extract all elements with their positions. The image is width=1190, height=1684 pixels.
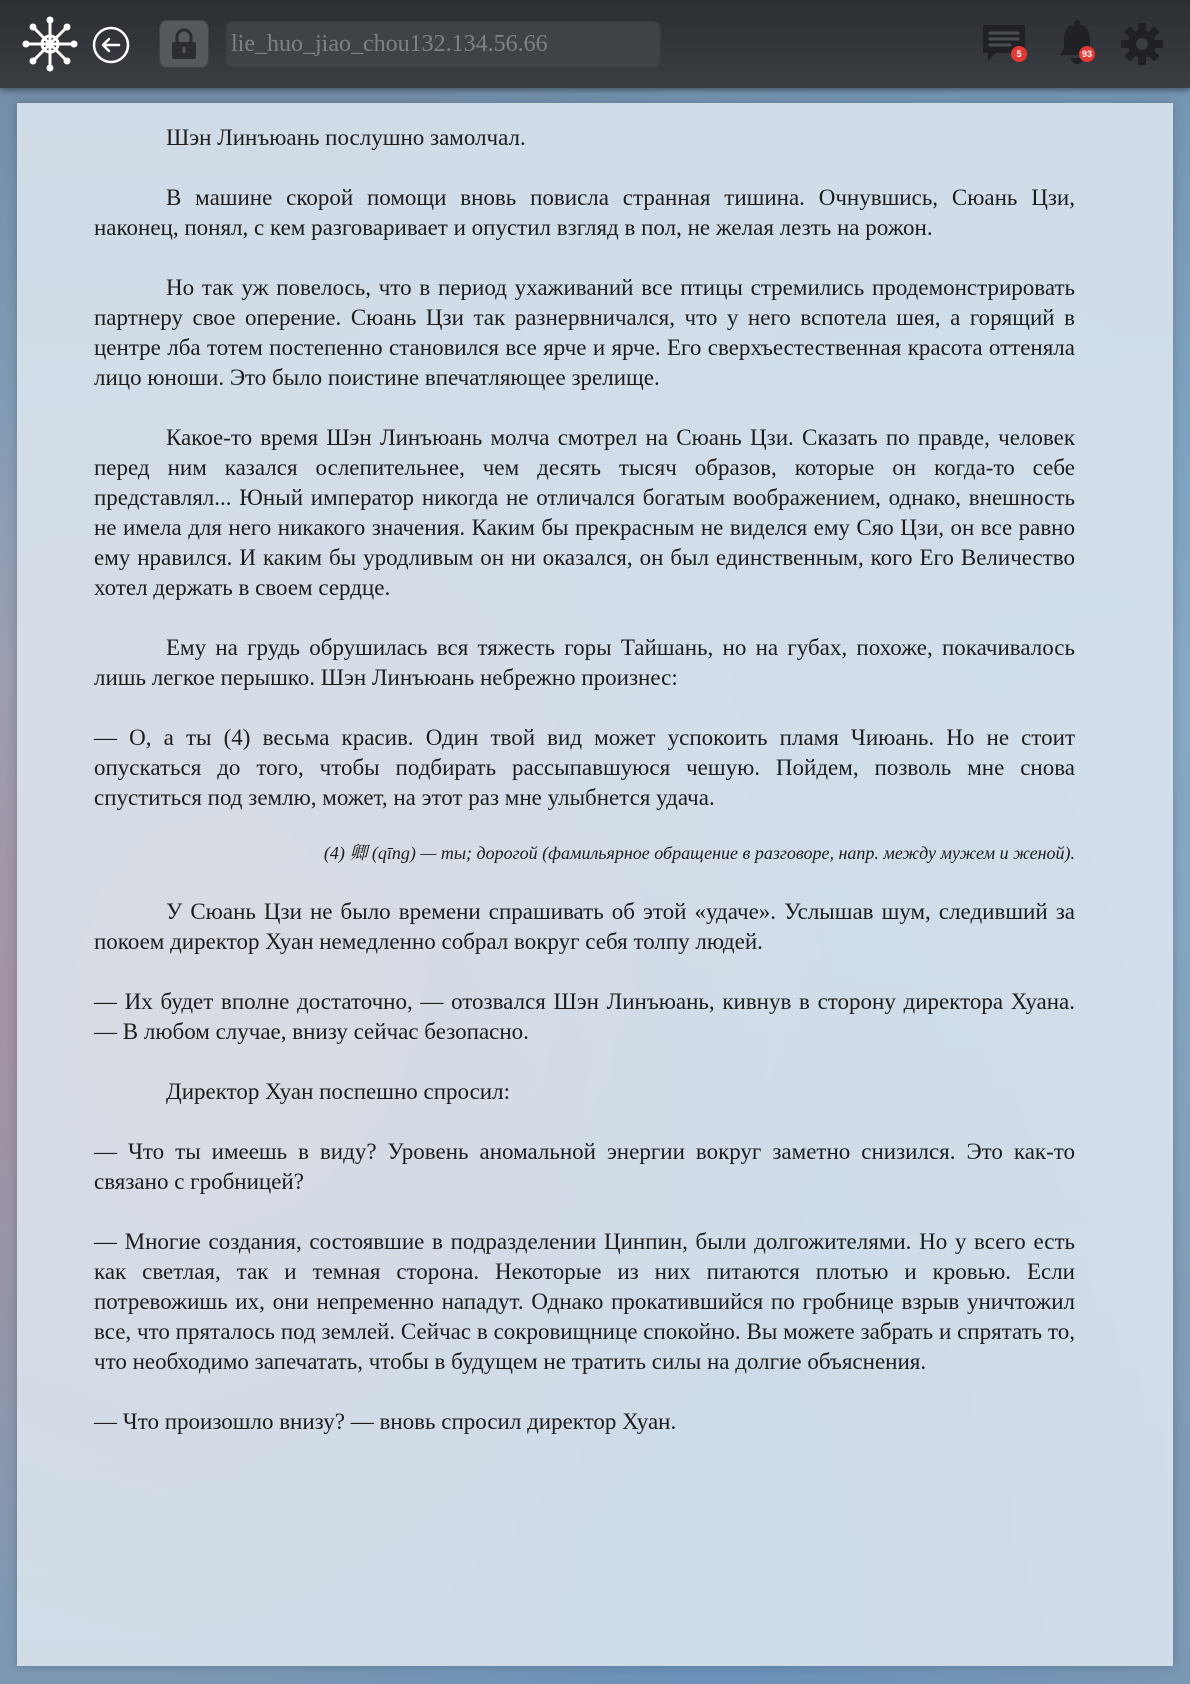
paragraph: У Сюань Цзи не было времени спрашивать об этой «удаче». Услышав шум, следивший за покоем директор Хуан немедленно собрал вокруг себя толпу людей. (94, 899, 1075, 954)
lock-button[interactable] (159, 20, 209, 68)
reading-page (17, 103, 1173, 1666)
paragraph: Шэн Линъюань послушно замолчал. (166, 125, 526, 150)
footnote: (4) 卿 (qīng) — ты; дорогой (фамильярное обращение в разговоре, напр. между мужем и женой). (323, 843, 1075, 863)
dialogue-paragraph: — О, а ты (4) весьма красив. Один твой вид может успокоить пламя Чиюань. Но не стоит опускаться до того, чтобы подбирать рассыпавшуюся чешую. Пойдем, позволь мне снова спуститься под землю, может, на этот раз мне улыбнется удача. (94, 725, 1075, 810)
paragraph: Какое-то время Шэн Линъюань молча смотрел на Сюань Цзи. Сказать по правде, человек перед ним казался ослепительнее, чем десять тысяч образов, которые он когда-то себе представлял... Юный император никогда не отличался богатым воображением, однако, внешность не имела для него никакого значения. Каким бы прекрасным не виделся ему Сяо Цзи, он все равно ему нравился. И каким бы уродливым он ни оказался, он был единственным, кого Его Величество хотел держать в своем сердце. (94, 425, 1075, 600)
gear-icon[interactable] (1120, 22, 1164, 66)
dialogue-paragraph: — Многие создания, состоявшие в подразделении Цинпин, были долгожителями. Но у всего есть как светлая, так и темная сторона. Некоторые из них питаются плотью и кровью. Если потревожишь их, они непременно нападут. Однако прокатившийся по гробнице взрыв уничтожил все, что пряталось под землей. Сейчас в сокровищнице спокойно. Вы можете забрать и спрятать то, что необходимо запечатать, чтобы в будущем не тратить силы на долгие объяснения. (94, 1229, 1075, 1374)
dialogue-paragraph: — Их будет вполне достаточно, — отозвался Шэн Линъюань, кивнув в сторону директора Хуана. — В любом случае, внизу сейчас безопасно. (94, 989, 1075, 1044)
network-hub-icon[interactable] (22, 16, 78, 72)
messages-count-badge: 5 (1011, 46, 1027, 62)
paragraph: Но так уж повелось, что в период ухаживаний все птицы стремились продемонстрировать партнеру свое оперение. Сюань Цзи так разнервничался, что у него вспотела шея, а горящий в центре лба тотем постепенно становился все ярче и ярче. Его сверхъестественная красота оттеняла лицо юноши. Это было поистине впечатляющее зрелище. (94, 275, 1075, 390)
address-field[interactable]: lie_huo_jiao_chou132.134.56.66 (225, 20, 661, 68)
dialogue-paragraph: — Что произошло внизу? — вновь спросил директор Хуан. (94, 1409, 677, 1434)
paragraph: Ему на грудь обрушилась вся тяжесть горы Тайшань, но на губах, похоже, покачивалось лишь легкое перышко. Шэн Линъюань небрежно произнес: (94, 635, 1075, 690)
paragraph: В машине скорой помощи вновь повисла странная тишина. Очнувшись, Сюань Цзи, наконец, понял, с кем разговаривает и опустил взгляд в пол, не желая лезть на рожон. (94, 185, 1075, 240)
lock-icon (169, 28, 199, 60)
dialogue-paragraph: — Что ты имеешь в виду? Уровень аномальной энергии вокруг заметно снизился. Это как-то связано с гробницей? (94, 1139, 1075, 1194)
chapter-text (94, 123, 1075, 1467)
paragraph: Директор Хуан поспешно спросил: (166, 1079, 510, 1104)
back-button[interactable] (92, 26, 130, 64)
top-toolbar (0, 0, 1190, 88)
notifications-count-badge: 93 (1079, 46, 1095, 62)
